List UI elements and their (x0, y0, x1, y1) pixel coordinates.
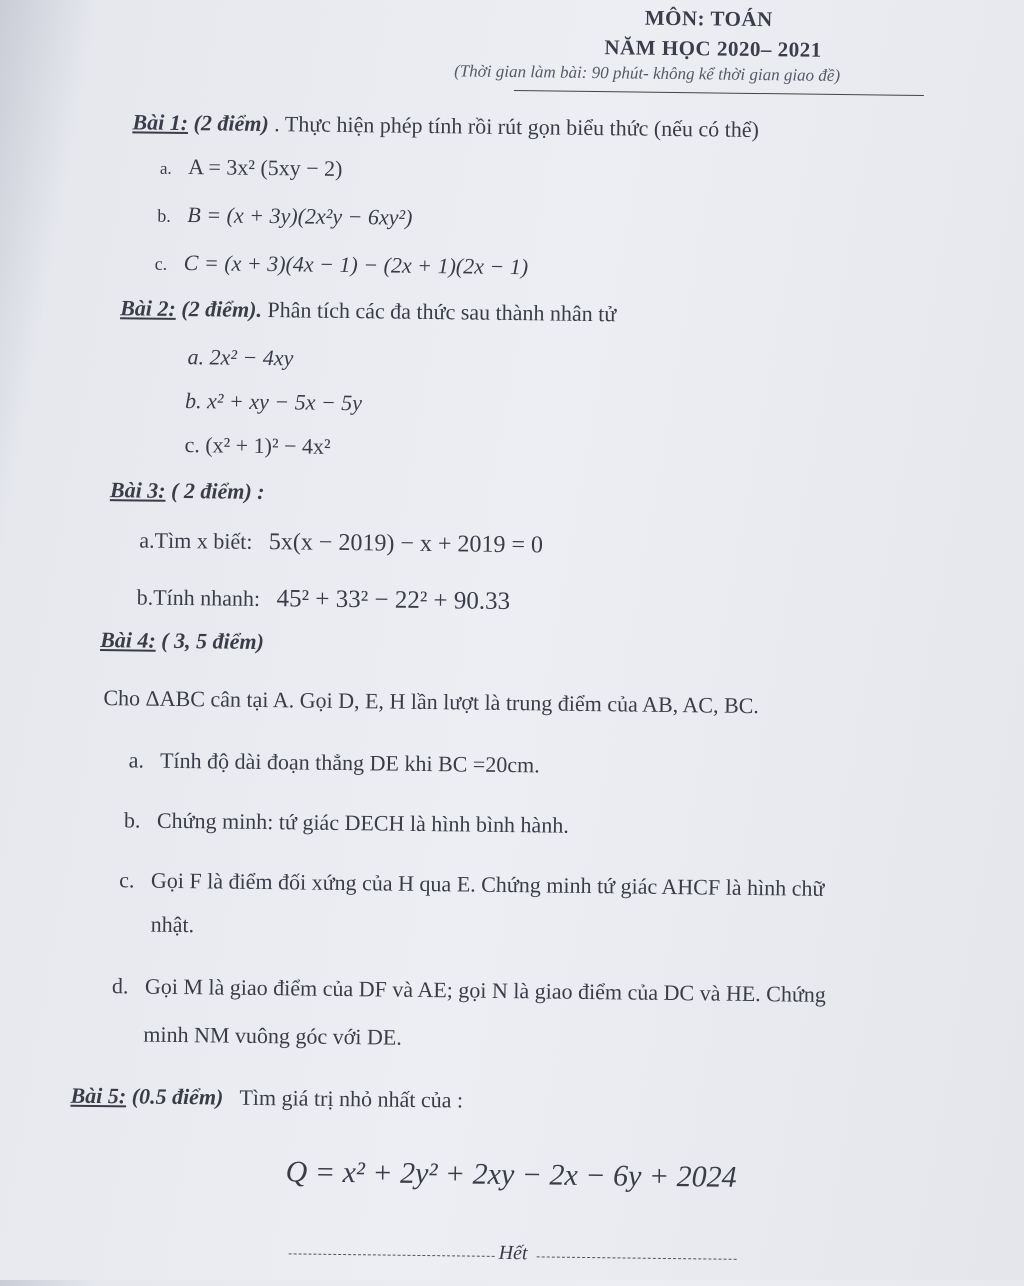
bai1-c-mark: c. (154, 253, 168, 274)
bai4-c-mark: c. (119, 867, 135, 893)
bai4-a-mark: a. (128, 747, 145, 773)
time-note: (Thời gian làm bài: 90 phút- không kể thời gian giao đề) (454, 61, 841, 86)
footer-dash-right (537, 1256, 737, 1259)
bai2-text: Phân tích các đa thức sau thành nhân tử (267, 297, 617, 327)
bai1-a-mark: a. (159, 158, 172, 178)
bai4-heading (100, 627, 264, 655)
bai4-label: Bài 4: (100, 627, 156, 653)
bai4-b-text: Chứng minh: tứ giác DECH là hình bình hành. (156, 807, 569, 838)
bai4-c (119, 867, 824, 902)
bai5-points: (0.5 điểm) (131, 1083, 224, 1110)
bai4-c-line1: Gọi F là điểm đối xứng của H qua E. Chứng minh tứ giác AHCF là hình chữ (150, 867, 825, 901)
bai5-expr: Q = x² + 2y² + 2xy − 2x − 6y + 2024 (285, 1155, 737, 1194)
bai5-text: Tìm giá trị nhỏ nhất của : (239, 1084, 464, 1113)
bai2-heading (120, 295, 616, 327)
bai4-d-cont: minh NM vuông góc với DE. (143, 1021, 402, 1050)
bai2-a: a. 2x² − 4xy (187, 344, 294, 371)
bai3-a-expr: 5x(x − 2019) − x + 2019 = 0 (268, 529, 544, 559)
bai1-heading (132, 109, 759, 143)
bai3-label: Bài 3: (109, 477, 166, 503)
bai3-a-text: a.Tìm x biết: (139, 527, 253, 554)
bai4-a-text: Tính độ dài đoạn thẳng DE khi BC =20cm. (159, 747, 540, 778)
bai2-c: c. (x² + 1)² − 4x² (184, 432, 331, 459)
bai3-b-expr: 45² + 33² − 22² + 90.33 (276, 585, 511, 616)
bai4-a (129, 747, 540, 778)
bai1-text: . Thực hiện phép tính rồi rút gọn biểu thức (nếu có thể) (274, 111, 760, 143)
school-year: NĂM HỌC 2020– 2021 (604, 35, 822, 62)
bai1-b-mark: b. (157, 205, 171, 226)
footer-dash-left (289, 1253, 495, 1257)
bai4-d (112, 973, 826, 1008)
bai1-a (160, 154, 343, 182)
bai3-b (137, 583, 511, 616)
bai2-points: (2 điểm). (181, 295, 263, 322)
bai4-d-mark: d. (111, 973, 129, 999)
footer-end: Hết (498, 1241, 528, 1265)
bai3-points: ( 2 điểm) : (170, 477, 265, 505)
bai4-intro: Cho ΔABC cân tại A. Gọi D, E, H lần lượt là trung điểm của AB, AC, BC. (103, 685, 760, 719)
bai3-b-text: b.Tính nhanh: (136, 584, 261, 611)
bai3-heading (110, 477, 265, 505)
bai4-c-cont: nhật. (150, 911, 195, 938)
bai4-b-mark: b. (123, 807, 141, 833)
bai4-points: ( 3, 5 điểm) (161, 627, 265, 655)
subject-title: MÔN: TOÁN (644, 5, 773, 32)
bai5-label: Bài 5: (70, 1082, 127, 1109)
header-underline (514, 90, 924, 96)
bai1-points: (2 điểm) (193, 110, 269, 137)
bai1-c-expr: C = (x + 3)(4x − 1) − (2x + 1)(2x − 1) (183, 250, 529, 280)
bai1-b-expr: B = (x + 3y)(2x²y − 6xy²) (187, 202, 413, 230)
bai5-heading (70, 1083, 463, 1114)
bai2-label: Bài 2: (120, 295, 176, 321)
bai2-b: b. x² + xy − 5x − 5y (184, 388, 363, 416)
bai3-a (139, 527, 543, 559)
bai1-c (155, 250, 529, 281)
bai1-b (157, 202, 412, 231)
bai4-d-line1: Gọi M là giao điểm của DF và AE; gọi N là giao điểm của DC và HE. Chứng (144, 973, 826, 1007)
bai1-a-expr: A = 3x² (5xy − 2) (188, 154, 343, 181)
bai1-label: Bài 1: (132, 109, 189, 136)
bai4-b (124, 807, 569, 838)
